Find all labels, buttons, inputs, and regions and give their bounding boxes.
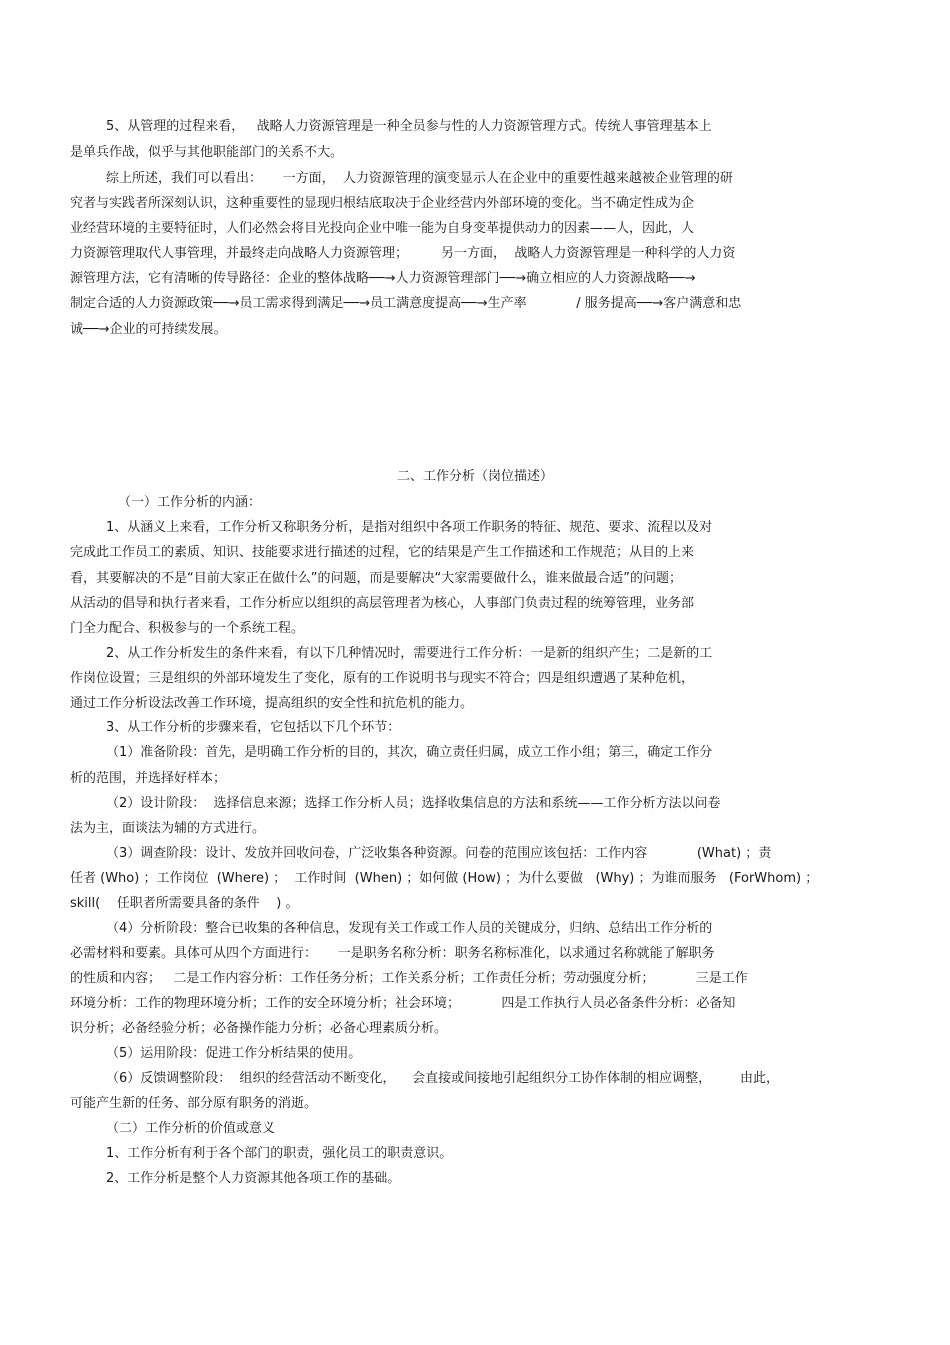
paragraph-line: 的性质和内容； 二是工作内容分析：工作任务分析；工作关系分析；工作责任分析；劳动强度分析； 三是工作 — [70, 971, 748, 986]
paragraph-line: 任者 (Who) ；工作岗位 (Where) ； 工作时间 (When) ；如何做 (How) ；为什么要做 (Why) ；为谁而服务 (ForWhom) ； — [70, 871, 819, 886]
paragraph-line: 2、工作分析是整个人力资源其他各项工作的基础。 — [106, 1171, 401, 1186]
paragraph-line: 析的范围，并选择好样本； — [70, 771, 227, 786]
paragraph-line: （6）反馈调整阶段： 组织的经营活动不断变化， 会直接或间接地引起组织分工协作体制的相应调整， 由此， — [106, 1071, 779, 1086]
paragraph-line: （1）准备阶段：首先，是明确工作分析的目的，其次，确立责任归属，成立工作小组；第三，确定工作分 — [106, 745, 713, 760]
paragraph-line: skill( 任职者所需要具备的条件 ) 。 — [70, 896, 299, 911]
paragraph-line: （2）设计阶段： 选择信息来源；选择工作分析人员；选择收集信息的方法和系统——工作分析方法以问卷 — [106, 796, 721, 811]
paragraph-line: 完成此工作员工的素质、知识、技能要求进行描述的过程，它的结果是产生工作描述和工作规范；从目的上来 — [70, 545, 695, 560]
subsection-heading: （一）工作分析的内涵： — [118, 495, 262, 510]
paragraph-line: 业经营环境的主要特征时，人们必然会将目光投向企业中唯一能为自身变革提供动力的因素——人，因此，人 — [70, 221, 695, 236]
paragraph-line: 环境分析：工作的物理环境分析；工作的安全环境分析；社会环境； 四是工作执行人员必备条件分析：必备知 — [70, 996, 736, 1011]
paragraph-line: 必需材料和要素。具体可从四个方面进行： 一是职务名称分析：职务名称标准化，以求通过名称就能了解职务 — [70, 946, 715, 961]
paragraph-line: 通过工作分析设法改善工作环境，提高组织的安全性和抗危机的能力。 — [70, 696, 474, 711]
paragraph-line: 1、从涵义上来看，工作分析又称职务分析，是指对组织中各项工作职务的特征、规范、要求、流程以及对 — [106, 520, 713, 535]
paragraph-line: 法为主，面谈法为辅的方式进行。 — [70, 821, 266, 836]
paragraph-line: （4）分析阶段：整合已收集的各种信息，发现有关工作或工作人员的关键成分，归纳、总结出工作分析的 — [106, 921, 713, 936]
paragraph-line: 源管理方法，它有清晰的传导路径：企业的整体战略──→人力资源管理部门──→确立相应的人力资源战略──→ — [70, 271, 696, 286]
paragraph-line: 看，其要解决的不是“目前大家正在做什么”的问题，而是要解决“大家需要做什么，谁来做最合适”的问题； — [70, 571, 682, 586]
paragraph-line: 识分析；必备经验分析；必备操作能力分析；必备心理素质分析。 — [70, 1021, 448, 1036]
paragraph-line: 1、工作分析有利于各个部门的职责，强化员工的职责意识。 — [106, 1146, 453, 1161]
paragraph-line: 5、从管理的过程来看， 战略人力资源管理是一种全员参与性的人力资源管理方式。传统人事管理基本上 — [106, 119, 712, 134]
paragraph-line: 制定合适的人力资源政策──→员工需求得到满足──→员工满意度提高──→生产率 / 服务提高──→客户满意和忠 — [70, 296, 742, 311]
paragraph-line: 诚──→企业的可持续发展。 — [70, 322, 227, 337]
paragraph-line: 综上所述，我们可以看出： 一方面， 人力资源管理的演变显示人在企业中的重要性越来越被企业管理的研 — [106, 171, 733, 186]
paragraph-line: （3）调查阶段：设计、发放并回收问卷，广泛收集各种资源。问卷的范围应该包括：工作内容 (What) ；责 — [106, 846, 772, 861]
paragraph-line: 究者与实践者所深刻认识，这种重要性的显现归根结底取决于企业经营内外部环境的变化。当不确定性成为企 — [70, 196, 695, 211]
paragraph-line: 门全力配合、积极参与的一个系统工程。 — [70, 621, 305, 636]
paragraph-line: 是单兵作战，似乎与其他职能部门的关系不大。 — [70, 145, 344, 160]
paragraph-line: 3、从工作分析的步骤来看，它包括以下几个环节： — [106, 720, 401, 735]
paragraph-line: 可能产生新的任务、部分原有职务的消逝。 — [70, 1096, 318, 1111]
paragraph-line: 2、从工作分析发生的条件来看，有以下几种情况时，需要进行工作分析：一是新的组织产生；二是新的工 — [106, 646, 713, 661]
paragraph-line: （5）运用阶段：促进工作分析结果的使用。 — [106, 1046, 362, 1061]
paragraph-line: 从活动的倡导和执行者来看，工作分析应以组织的高层管理者为核心，人事部门负责过程的统筹管理，业务部 — [70, 596, 695, 611]
paragraph-line: 力资源管理取代人事管理，并最终走向战略人力资源管理； 另一方面， 战略人力资源管理是一种科学的人力资 — [70, 246, 736, 261]
paragraph-line: 作岗位设置；三是组织的外部环境发生了变化，原有的工作说明书与现实不符合；四是组织遭遇了某种危机， — [70, 671, 695, 686]
section-title: 二、工作分析（岗位描述） — [396, 469, 553, 484]
subsection-heading: （二）工作分析的价值或意义 — [106, 1121, 276, 1136]
